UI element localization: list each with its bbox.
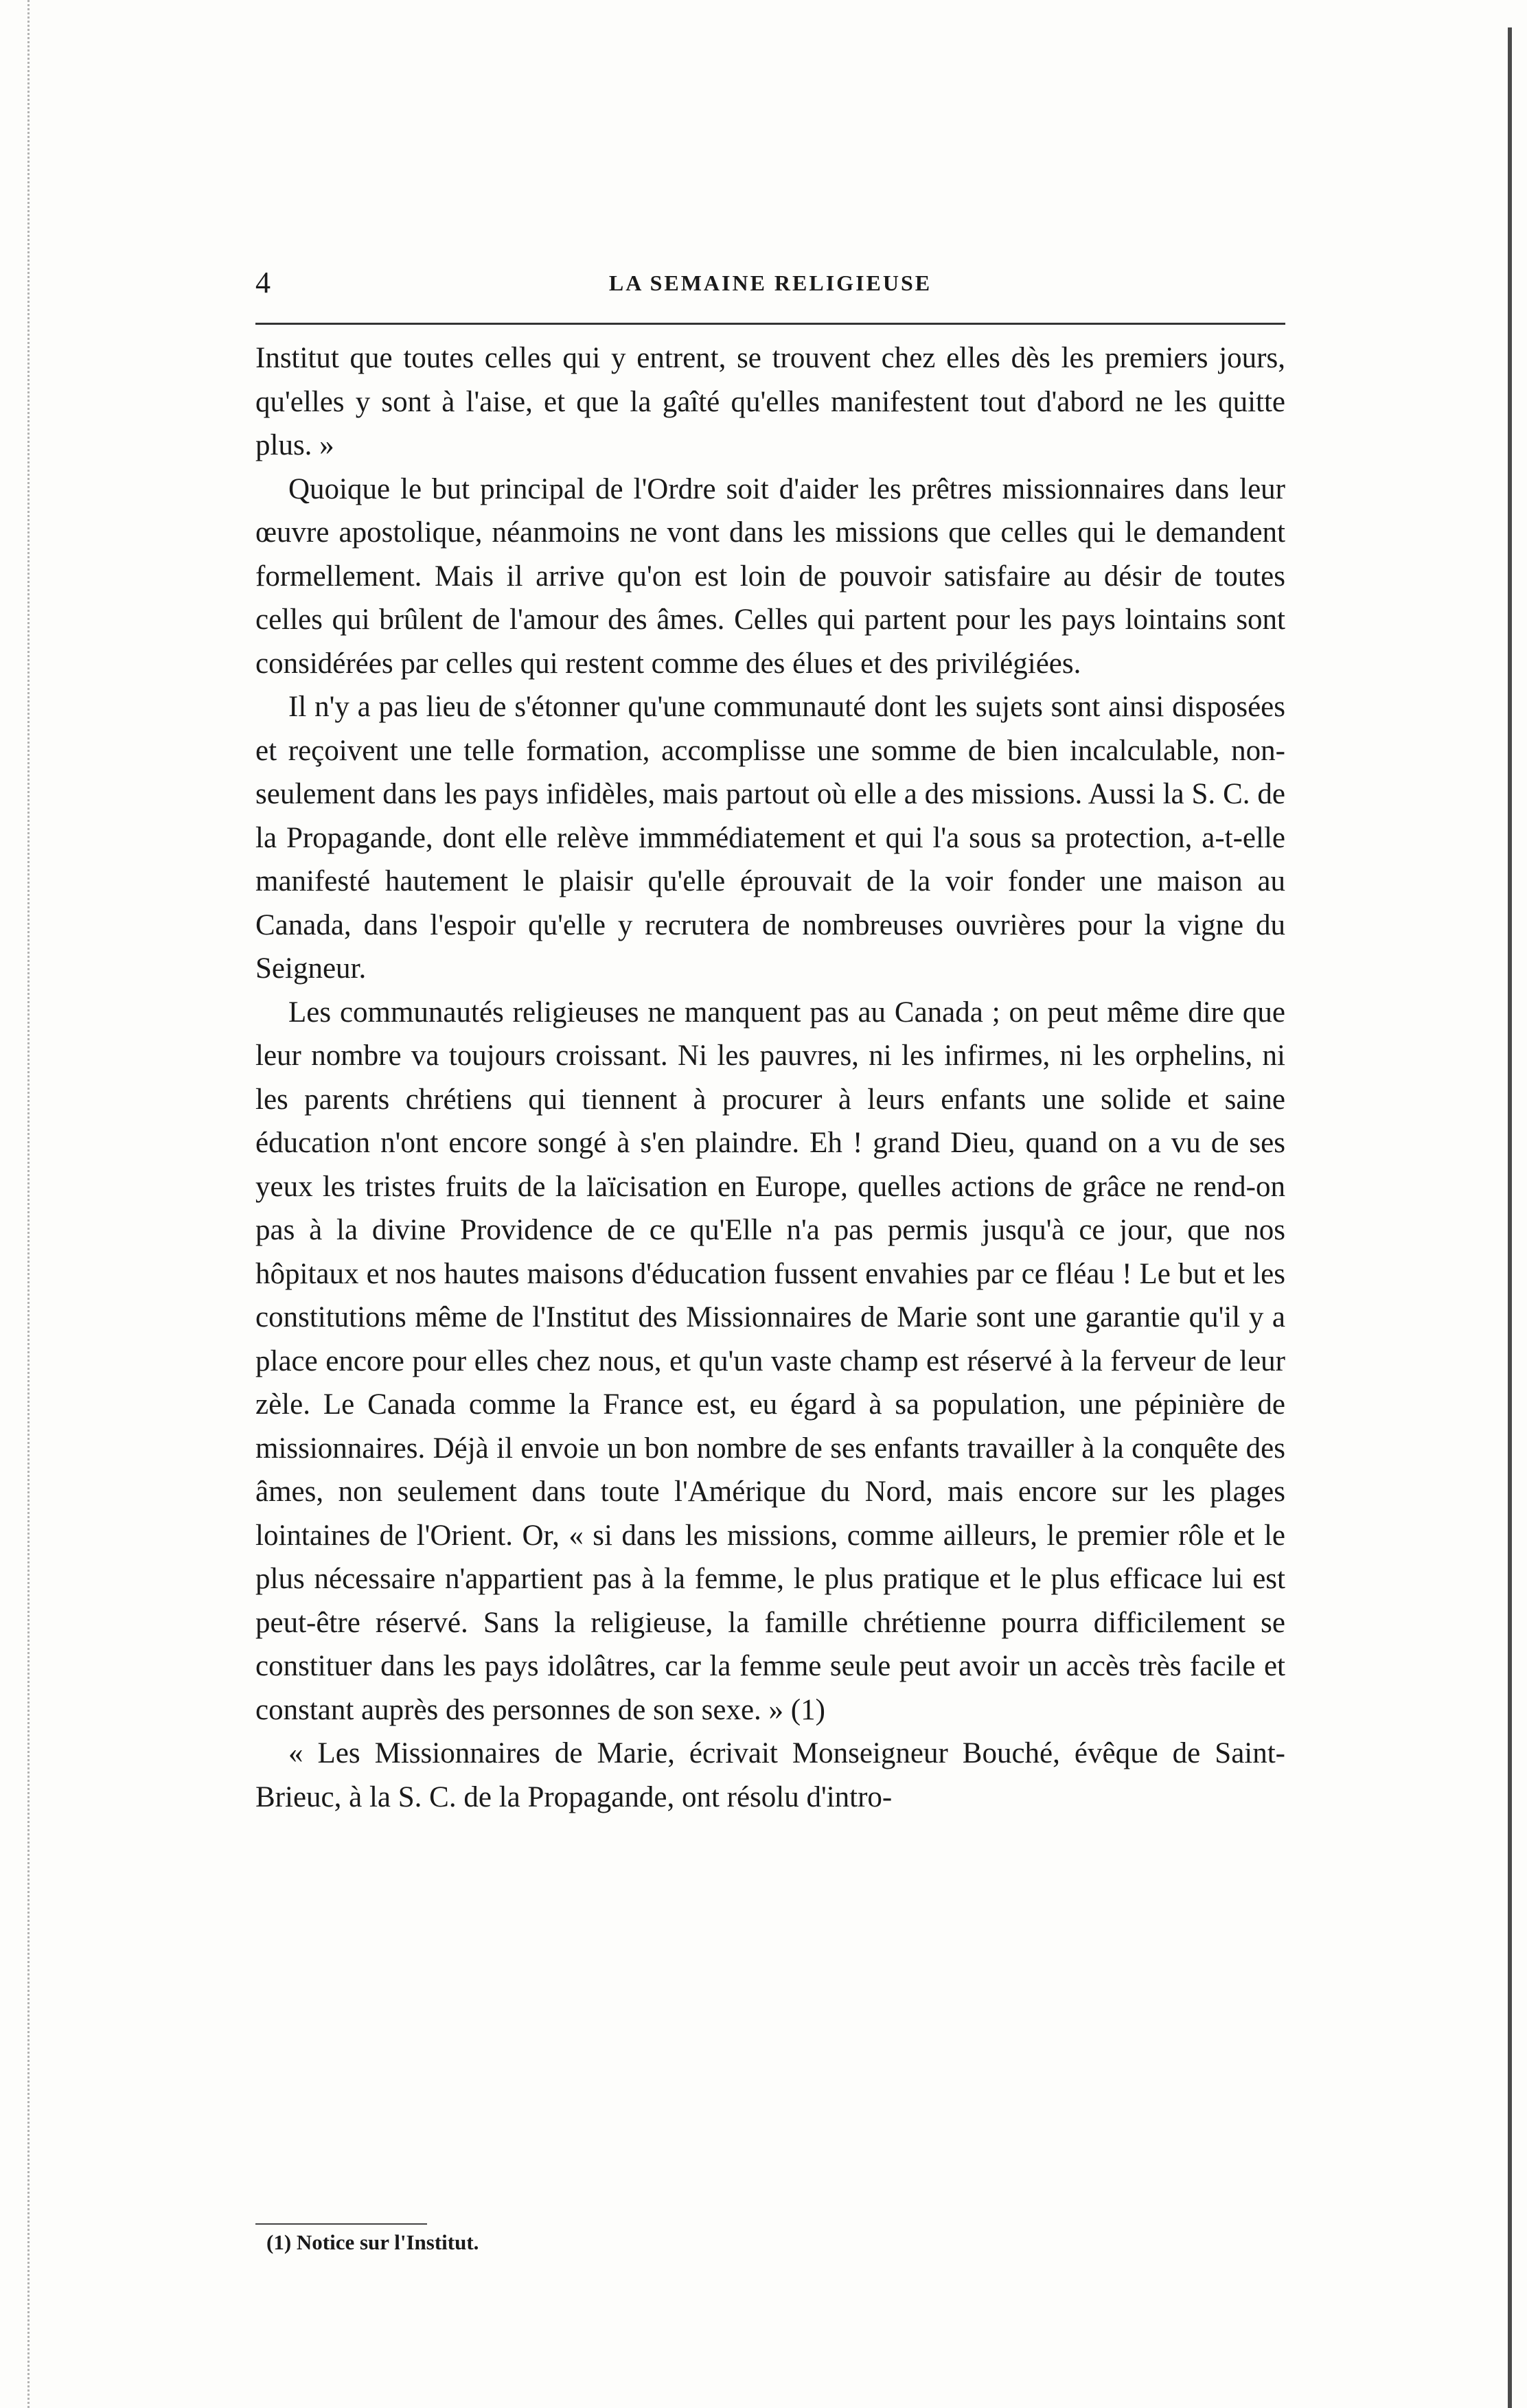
left-scan-edge (27, 0, 35, 2408)
body-text (255, 336, 1285, 1819)
footnote: (1) Notice sur l'Institut. (266, 2230, 479, 2254)
paragraph-4: Les communautés religieuses ne manquent pas au Canada ; on peut même dire que leur nombre va toujours croissant. Ni les pauvres, ni les infirmes, ni les orphelins, ni les parents chrétiens qui tiennent à procurer à leurs enfants une solide et saine éducation n'ont encore songé à s'en plaindre. Eh ! grand Dieu, quand on a vu de ses yeux les tristes fruits de la laïcisation en Europe, quelles actions de grâce ne rend-on pas à la divine Providence de ce qu'Elle n'a pas permis jusqu'à ce jour, que nos hôpitaux et nos hautes maisons d'éducation fussent envahies par ce fléau ! Le but et les constitutions même de l'Institut des Missionnaires de Marie sont une garantie qu'il y a place encore pour elles chez nous, et qu'un vaste champ est réservé à la ferveur de leur zèle. Le Canada comme la France est, eu égard à sa population, une pépinière de missionnaires. Déjà il envoie un bon nombre de ses enfants travailler à la conquête des âmes, non seulement dans toute l'Amérique du Nord, mais encore sur les plages lointaines de l'Orient. Or, « si dans les missions, comme ailleurs, le premier rôle et le plus nécessaire n'appartient pas à la femme, le plus pratique et le plus efficace lui est peut-être réservé. Sans la religieuse, la famille chrétienne pourra difficilement se constituer dans les pays idolâtres, car la femme seule peut avoir un accès très facile et constant auprès des personnes de son sexe. » (1) (255, 996, 1285, 1726)
right-scan-edge (1508, 27, 1519, 2408)
header-rule (255, 323, 1285, 325)
footnote-rule (255, 2223, 427, 2225)
page-number: 4 (255, 266, 271, 299)
paragraph-1: Institut que toutes celles qui y entrent, se trouvent chez elles dès les premiers jours, qu'elles y sont à l'aise, et que la gaîté qu'elles manifestent tout d'abord ne les quitte plus. » (255, 342, 1285, 461)
paragraph-3: Il n'y a pas lieu de s'étonner qu'une communauté dont les sujets sont ainsi disposées et reçoivent une telle formation, accomplisse une somme de bien incalculable, non-seulement dans les pays infidèles, mais partout où elle a des missions. Aussi la S. C. de la Propagande, dont elle relève immmédiatement et qui l'a sous sa protection, a-t-elle manifesté hautement le plaisir qu'elle éprouvait de la voir fonder une maison au Canada, dans l'espoir qu'elle y recrutera de nombreuses ouvrières pour la vigne du Seigneur. (255, 691, 1285, 985)
page-header (255, 265, 1285, 306)
paragraph-5: « Les Missionnaires de Marie, écrivait Monseigneur Bouché, évêque de Saint-Brieuc, à la S. C. de la Propagande, ont résolu d'intro- (255, 1737, 1285, 1813)
paragraph-2: Quoique le but principal de l'Ordre soit d'aider les prêtres missionnaires dans leur œuvre apostolique, néanmoins ne vont dans les missions que celles qui le demandent formellement. Mais il arrive qu'on est loin de pouvoir satisfaire au désir de toutes celles qui brûlent de l'amour des âmes. Celles qui partent pour les pays lointains sont considérées par celles qui restent comme des élues et des privilégiées. (255, 472, 1285, 680)
running-title: LA SEMAINE RELIGIEUSE (608, 271, 932, 295)
